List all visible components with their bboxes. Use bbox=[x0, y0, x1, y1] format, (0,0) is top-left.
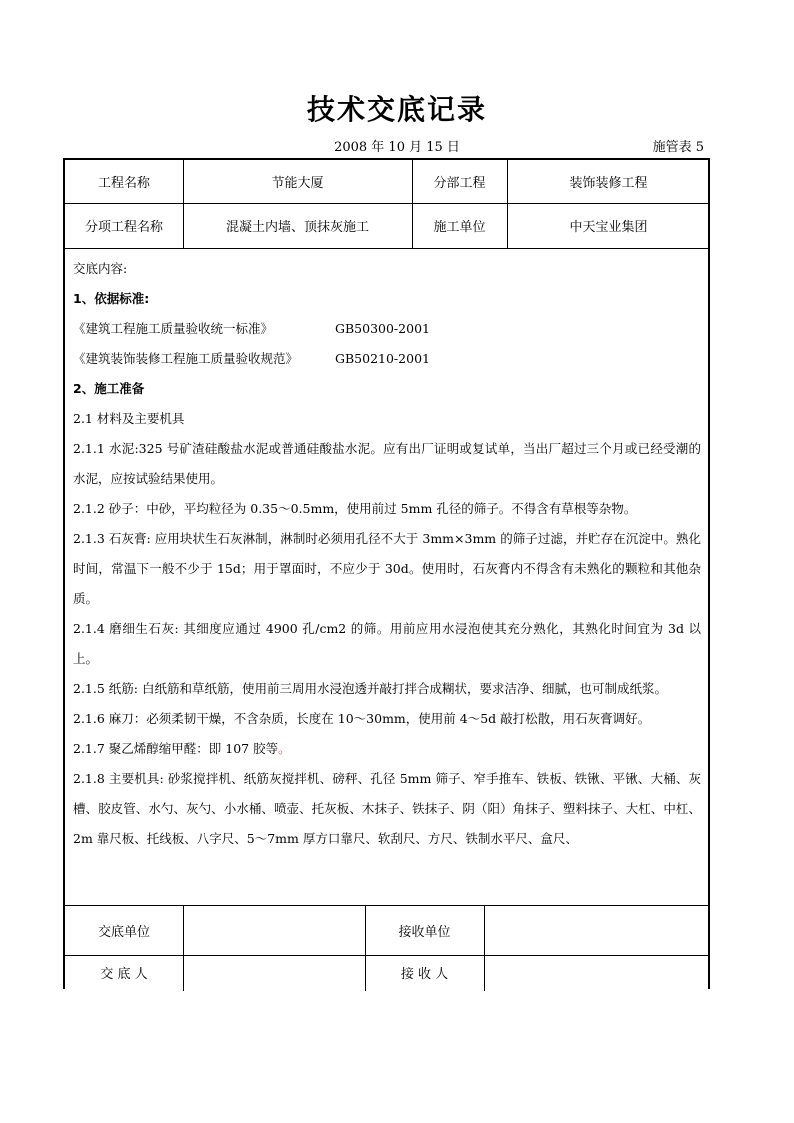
receiver-unit-value[interactable] bbox=[484, 905, 710, 955]
standard-line bbox=[73, 314, 701, 344]
paragraph-quicklime: 2.1.4 磨细生石灰: 其细度应通过 4900 孔/cm2 的筛。用前应用水浸泡使其充分熟化，其熟化时间宜为 3d 以上。 bbox=[73, 621, 701, 666]
project-name-value: 节能大厦 bbox=[271, 176, 324, 191]
paragraph-sand: 2.1.2 砂子：中砂，平均粒径为 0.35～0.5mm，使用前过 5mm 孔径的筛子。不得含有草根等杂物。 bbox=[73, 501, 637, 516]
paragraph-tools: 2.1.8 主要机具: 砂浆搅拌机、纸筋灰搅拌机、磅秤、孔径 5mm 筛子、窄手推车、铁板、铁锹、平锹、大桶、灰槽、胶皮管、水勺、灰勺、小水桶、喷壶、托灰板、木抹子、铁抹子、阴（阳）角抹子、塑料抹子、大杠、中杠、2m 靠尺板、托线板、八字尺、5～7mm 厚方口靠尺、软刮尺、方尺、铁制水平尺、盒尺、 bbox=[73, 771, 701, 846]
issuer-unit-value[interactable] bbox=[183, 905, 365, 955]
page-title: 技术交底记录 bbox=[306, 93, 487, 126]
paragraph-hemp: 2.1.6 麻刀：必须柔韧干燥，不含杂质，长度在 10～30mm，使用前 4～5d 敲打松散，用石灰膏调好。 bbox=[73, 711, 651, 726]
section-heading-standards: 1、依据标准: bbox=[73, 291, 150, 306]
paragraph-cement: 2.1.1 水泥:325 号矿渣硅酸盐水泥或普通硅酸盐水泥。应有出厂证明或复试单，当出厂超过三个月或已经受潮的水泥，应按试验结果使用。 bbox=[73, 441, 701, 486]
contractor-label: 施工单位 bbox=[433, 220, 486, 235]
receiver-person-label: 接 收 人 bbox=[400, 966, 449, 982]
content-intro: 交底内容: bbox=[73, 261, 128, 276]
form-number: 施管表 5 bbox=[652, 140, 704, 155]
record-table bbox=[63, 158, 710, 989]
section-heading-preparation: 2、施工准备 bbox=[73, 381, 145, 396]
paragraph-pva bbox=[73, 734, 701, 764]
receiver-unit-label: 接收单位 bbox=[398, 924, 451, 940]
subitem-value: 混凝土内墙、顶抹灰施工 bbox=[225, 220, 369, 235]
standard-code: GB50300-2001 bbox=[335, 321, 430, 336]
division-label: 分部工程 bbox=[433, 176, 486, 191]
receiver-person-value[interactable] bbox=[484, 955, 710, 989]
issuer-unit-label: 交底单位 bbox=[97, 924, 150, 940]
division-value: 装饰装修工程 bbox=[569, 176, 648, 191]
paragraph-lime-paste: 2.1.3 石灰膏: 应用块状生石灰淋制，淋制时必须用孔径不大于 3mm×3mm 的筛子过滤，并贮存在沉淀中。熟化时间，常温下一般不少于 15d；用于罩面时，不应少于 30d。使用时，石灰膏内不得含有未熟化的颗粒和其他杂质。 bbox=[73, 531, 701, 606]
issuer-person-value[interactable] bbox=[183, 955, 365, 989]
row-divider bbox=[65, 248, 708, 249]
standard-name: 《建筑装饰装修工程施工质量验收规范》 bbox=[73, 351, 299, 366]
issuer-person-label: 交 底 人 bbox=[100, 966, 148, 982]
subitem-label: 分项工程名称 bbox=[84, 220, 163, 235]
standard-line bbox=[73, 344, 701, 374]
standard-code: GB50210-2001 bbox=[335, 351, 430, 366]
pva-text: 2.1.7 聚乙烯醇缩甲醛：即 107 胶等 bbox=[73, 741, 279, 756]
project-name-label: 工程名称 bbox=[97, 176, 150, 191]
pva-period: 。 bbox=[278, 741, 291, 756]
standard-name: 《建筑工程施工质量验收统一标准》 bbox=[73, 321, 274, 336]
subsection-heading: 2.1 材料及主要机具 bbox=[73, 411, 185, 426]
paragraph-paper-fiber: 2.1.5 纸筋: 白纸筋和草纸筋，使用前三周用水浸泡透并敲打拌合成糊状，要求洁净、细腻，也可制成纸浆。 bbox=[73, 681, 667, 696]
contractor-value: 中天宝业集团 bbox=[569, 220, 648, 235]
disclosure-content bbox=[73, 254, 701, 854]
record-date: 2008 年 10 月 15 日 bbox=[334, 140, 460, 155]
